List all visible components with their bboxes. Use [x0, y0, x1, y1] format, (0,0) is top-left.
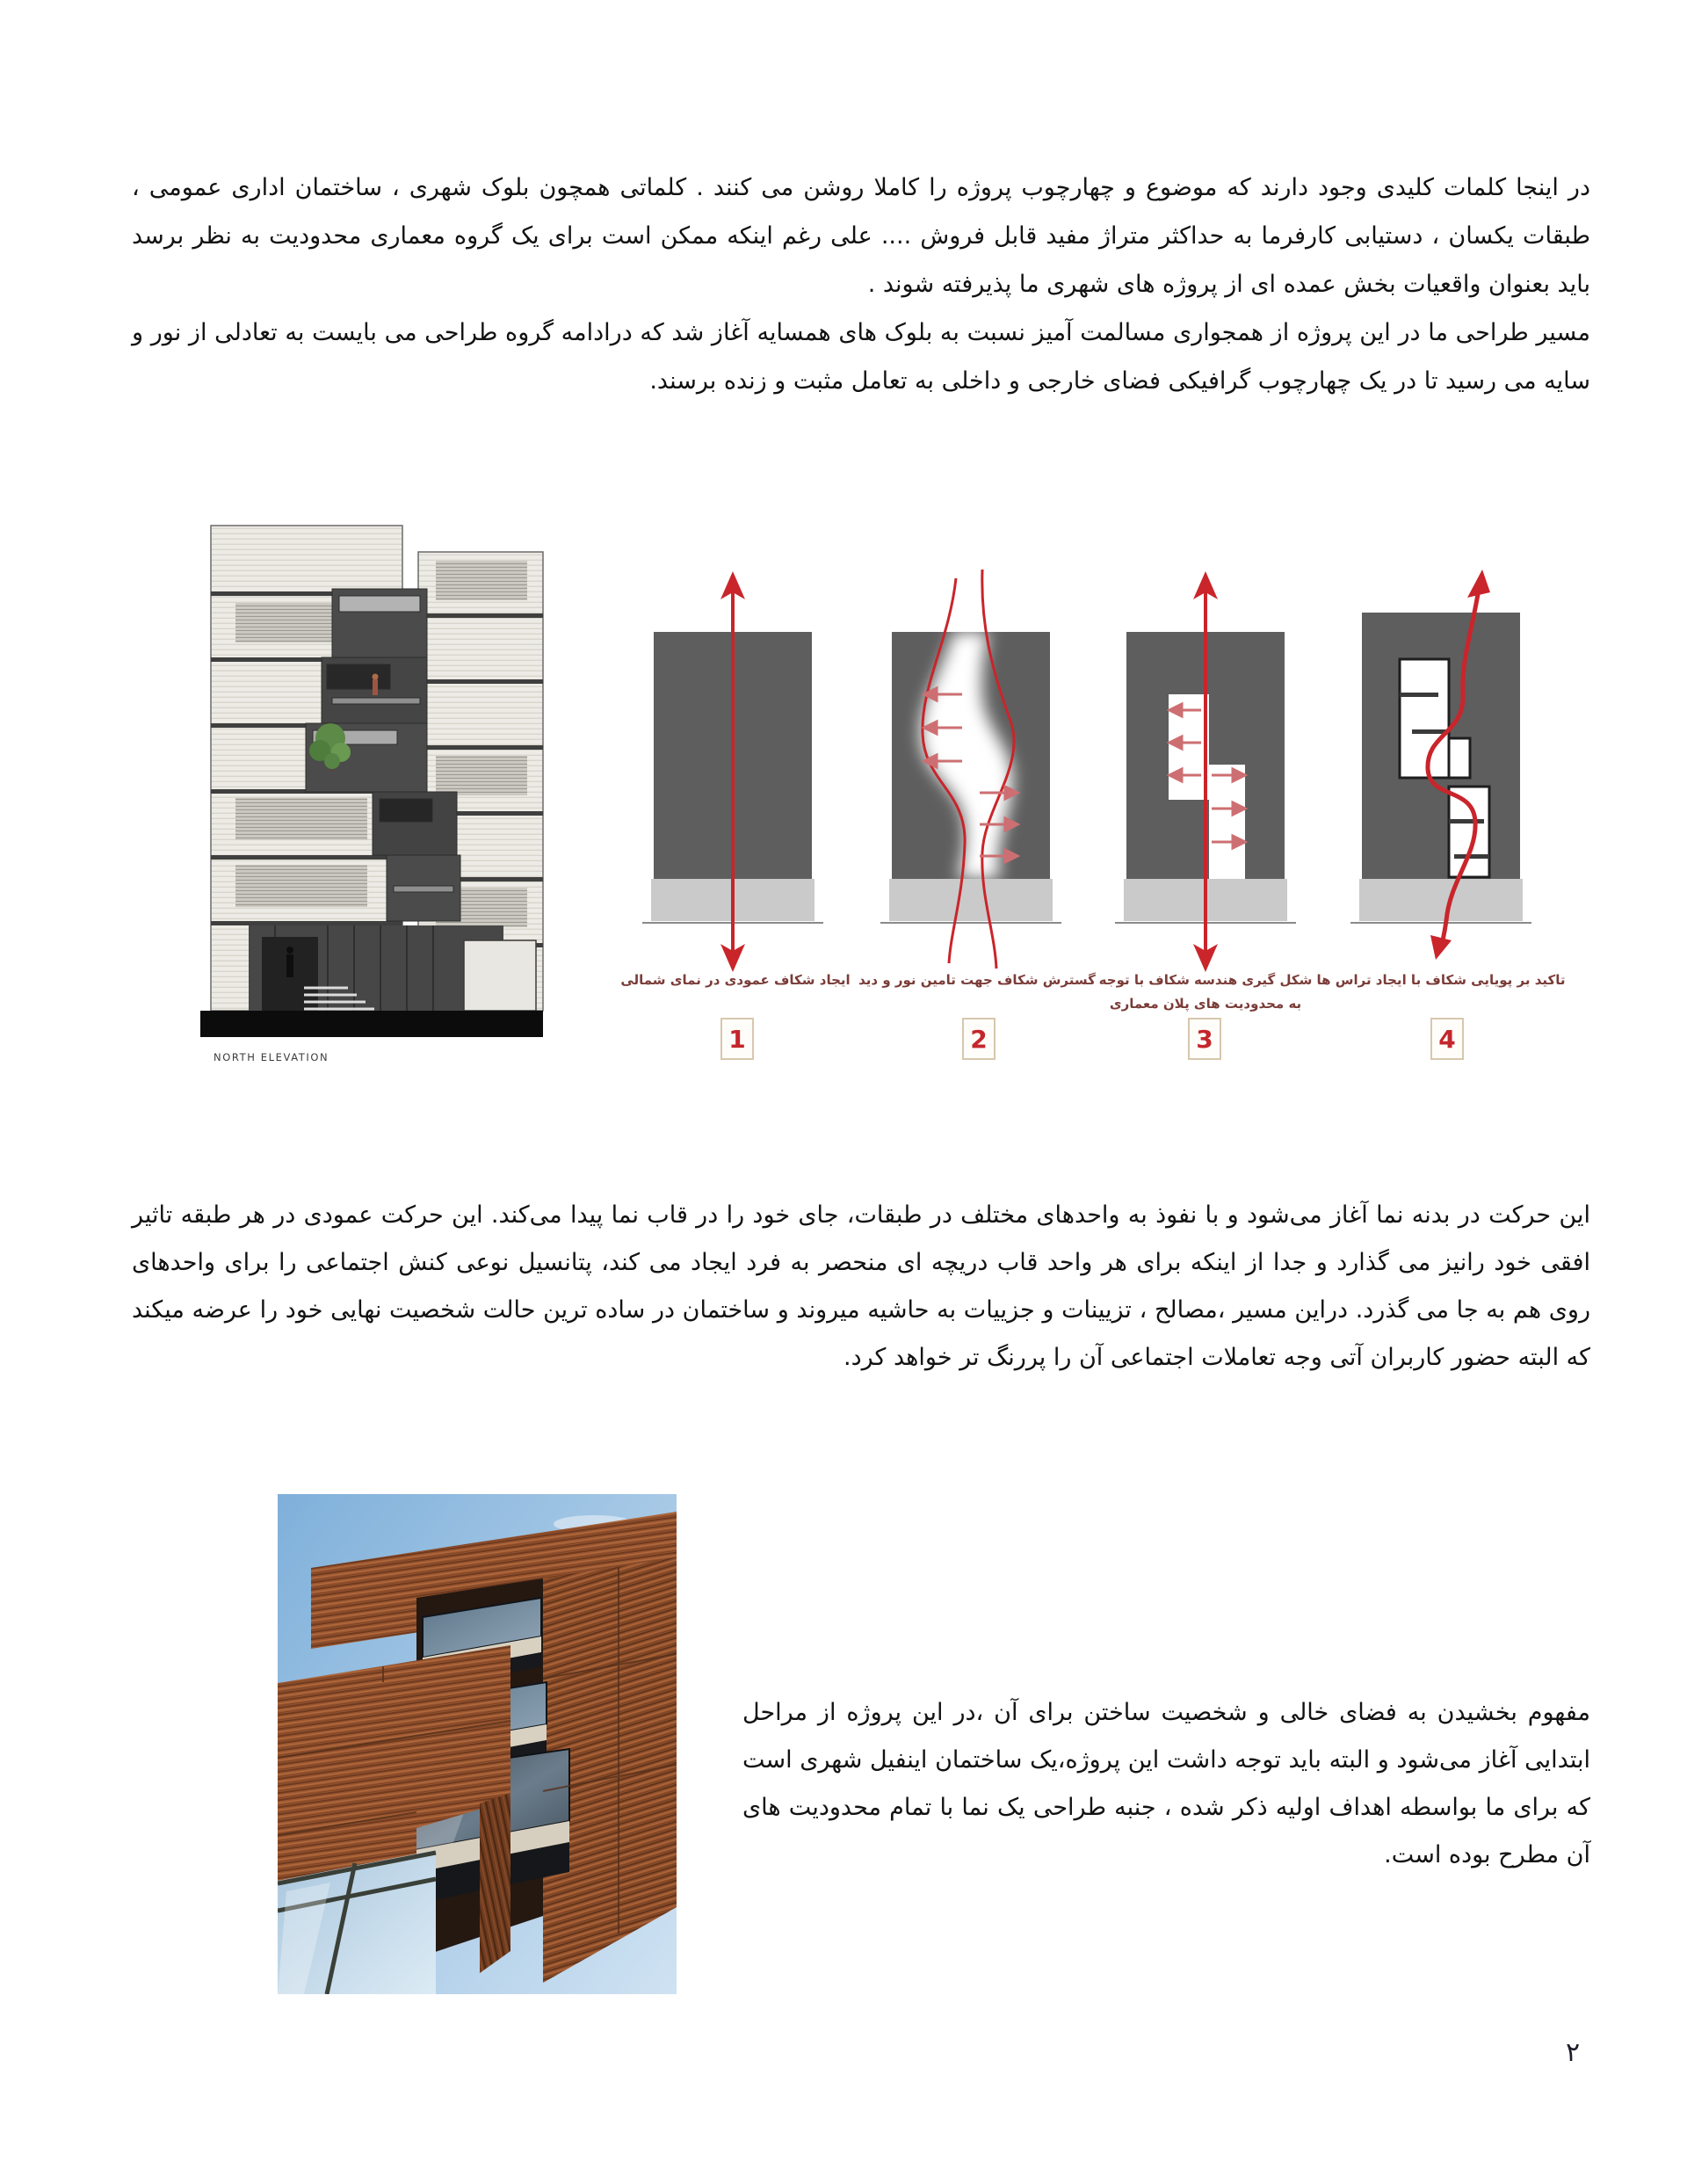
- diagram-number-4: 4: [1430, 1018, 1464, 1060]
- diagram-1-vertical-slit: [641, 562, 825, 976]
- diagram-caption-4: تاکید بر پویایی شکاف با ایجاد تراس ها: [1316, 972, 1566, 988]
- wood-side-face: [480, 1793, 510, 1973]
- page-number: ۲: [1565, 2037, 1581, 2068]
- paragraph-movement: این حرکت در بدنه نما آغاز می‌شود و با نفوذ به واحدهای مختلف در طبقات، جای خود را در قاب نما پیدا می‌کند. این حرکت عمودی در هر طبقه تاثیر افقی خود رانیز می گذارد و جدا از اینکه برای هر واحد قاب دریچه ای منحصر به فرد ایجاد می کند، پتانسیل نوعی کنش اجتماعی را برای واحدهای روی هم به جا می گذرد. دراین مسیر ،مصالح ، تزیینات و جزییات به حاشیه میروند و ساختمان در ساده ترین حالت شخصیت نهایی خود را عرضه میکند که البته حضور کاربران آتی وجه تعاملات اجتماعی آن را پررنگ تر خواهد کرد.: [132, 1201, 1590, 1371]
- paragraph-intro-design-path: مسیر طراحی ما در این پروژه از همجواری مسالمت آمیز نسبت به بلوک های همسایه آغاز شد که درادامه گروه طراحی می بایست به تعادلی از نور و سایه می رسید تا در یک چهارچوب گرافیکی فضای خارجی و داخلی به تعامل مثبت و زنده برسند.: [132, 319, 1590, 395]
- diagram-2-slit-expansion: [879, 562, 1063, 976]
- balcony-person-figure: [373, 674, 379, 696]
- diagram-number-3: 3: [1188, 1018, 1221, 1060]
- diagram-4-terraces: [1349, 562, 1533, 976]
- diagram-caption-2: گسترش شکاف جهت تامین نور و دید: [858, 972, 1096, 988]
- ground-bar: [200, 1011, 543, 1037]
- ground-floor: [249, 925, 536, 1011]
- diagram-caption-1: ایجاد شکاف عمودی در نمای شمالی: [620, 972, 851, 988]
- diagram-number-1: 1: [720, 1018, 754, 1060]
- diagram-3-slit-geometry: [1113, 562, 1298, 976]
- paragraph-concept: مفهوم بخشیدن به فضای خالی و شخصیت ساختن برای آن ،در این پروژه از مراحل ابتدایی آغاز می‌شود و البته باید توجه داشت این پروژه،یک ساختمان اینفیل شهری است که برای ما بواسطه اهداف اولیه ذکر شده ، جنبه طراحی یک نما با تمام محدودیت های آن مطرح بوده است.: [742, 1699, 1590, 1868]
- wooden-facade-photo: [278, 1494, 677, 1994]
- paragraph-intro: [132, 163, 1590, 405]
- diagram-number-2: 2: [962, 1018, 996, 1060]
- diagram-caption-3: شکل گیری هندسه شکاف با توجه به محدودیت های پلان معماری: [1098, 972, 1313, 1012]
- elevation-caption: NORTH ELEVATION: [214, 1051, 329, 1063]
- north-elevation-drawing: [200, 508, 548, 1046]
- paragraph-intro-keywords: در اینجا کلمات کلیدی وجود دارند که موضوع و چهارچوب پروژه را کاملا روشن می کنند . کلماتی همچون بلوک شهری ، ساختمان اداری عمومی ، طبقات یکسان ، دستیابی کارفرما به حداکثر متراژ مفید قابل فروش .... علی رغم اینکه ممکن است برای یک گروه معماری محدودیت به نظر برسد باید بعنوان واقعیات بخش عمده ای از پروژه های شهری ما پذیرفته شوند .: [132, 174, 1590, 298]
